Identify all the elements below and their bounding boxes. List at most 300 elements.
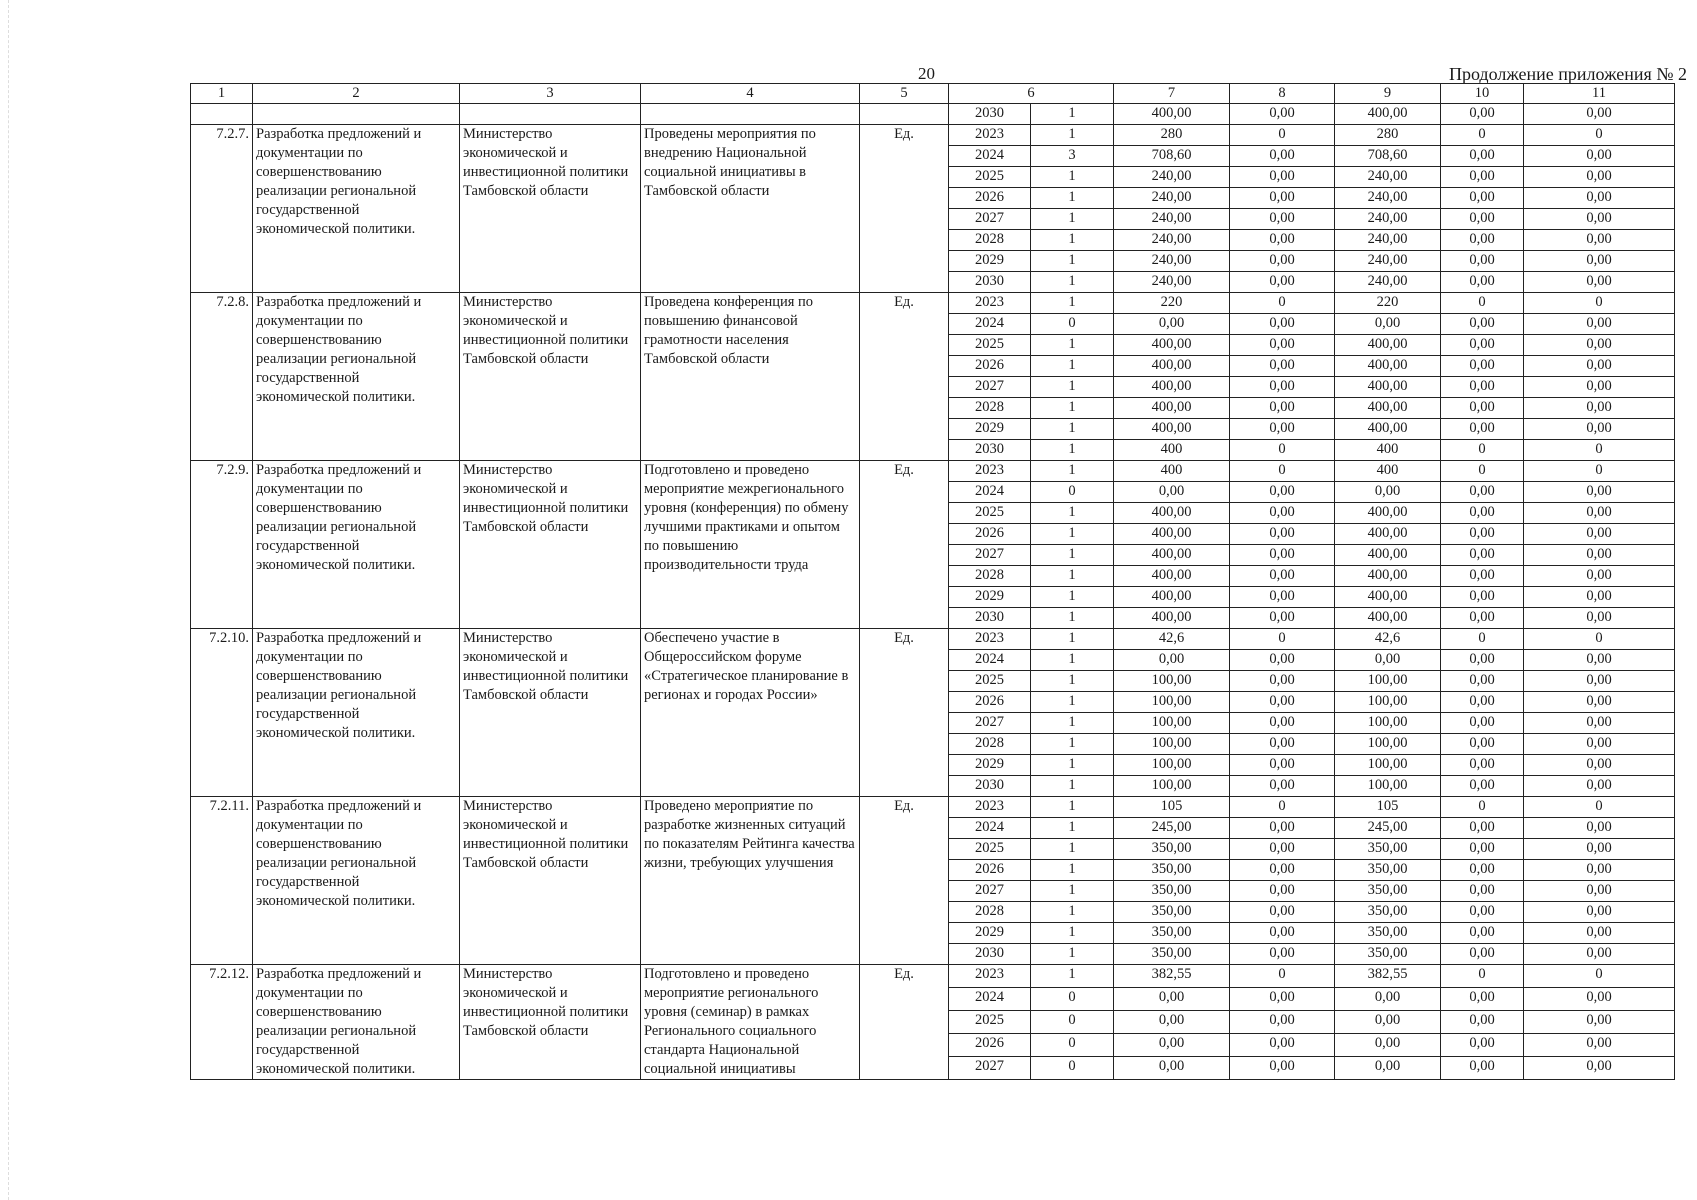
value-cell: 220 <box>1335 293 1441 314</box>
item-unit: Ед. <box>860 965 949 1080</box>
year-cell: 2028 <box>949 734 1031 755</box>
empty-cell <box>191 104 253 125</box>
value-cell: 382,55 <box>1335 965 1441 988</box>
value-cell: 1 <box>1031 440 1114 461</box>
value-cell: 0 <box>1230 629 1335 650</box>
value-cell: 0,00 <box>1230 356 1335 377</box>
table-row <box>191 125 1675 146</box>
value-cell: 400,00 <box>1335 377 1441 398</box>
year-cell: 2030 <box>949 776 1031 797</box>
column-number: 11 <box>1524 84 1675 104</box>
value-cell: 0,00 <box>1441 1057 1524 1080</box>
empty-cell <box>253 104 460 125</box>
value-cell: 1 <box>1031 503 1114 524</box>
value-cell: 400,00 <box>1114 503 1230 524</box>
year-cell: 2024 <box>949 988 1031 1011</box>
year-cell: 2023 <box>949 797 1031 818</box>
value-cell: 0,00 <box>1114 314 1230 335</box>
value-cell: 0,00 <box>1335 314 1441 335</box>
column-number: 7 <box>1114 84 1230 104</box>
table-row <box>191 965 1675 988</box>
value-cell: 0,00 <box>1441 188 1524 209</box>
value-cell: 0 <box>1230 440 1335 461</box>
value-cell: 350,00 <box>1114 839 1230 860</box>
year-cell: 2030 <box>949 440 1031 461</box>
value-cell: 1 <box>1031 755 1114 776</box>
value-cell: 0,00 <box>1230 923 1335 944</box>
value-cell: 0,00 <box>1230 419 1335 440</box>
value-cell: 0,00 <box>1441 944 1524 965</box>
value-cell: 0,00 <box>1524 650 1675 671</box>
value-cell: 1 <box>1031 671 1114 692</box>
item-executor: Министерство экономической и инвестиционной политики Тамбовской области <box>460 125 641 293</box>
table-row <box>191 629 1675 650</box>
value-cell: 280 <box>1335 125 1441 146</box>
year-cell: 2025 <box>949 839 1031 860</box>
value-cell: 0 <box>1441 440 1524 461</box>
value-cell: 0,00 <box>1524 923 1675 944</box>
value-cell: 0,00 <box>1230 944 1335 965</box>
value-cell: 400,00 <box>1114 335 1230 356</box>
value-cell: 0,00 <box>1230 860 1335 881</box>
value-cell: 0,00 <box>1524 419 1675 440</box>
value-cell: 1 <box>1031 587 1114 608</box>
year-cell: 2023 <box>949 125 1031 146</box>
value-cell: 0,00 <box>1230 104 1335 125</box>
value-cell: 240,00 <box>1335 209 1441 230</box>
year-cell: 2026 <box>949 860 1031 881</box>
value-cell: 0,00 <box>1230 209 1335 230</box>
item-number: 7.2.12. <box>191 965 253 1080</box>
value-cell: 400 <box>1114 440 1230 461</box>
value-cell: 0,00 <box>1524 482 1675 503</box>
value-cell: 1 <box>1031 125 1114 146</box>
value-cell: 400,00 <box>1335 608 1441 629</box>
value-cell: 100,00 <box>1335 713 1441 734</box>
value-cell: 0 <box>1031 988 1114 1011</box>
value-cell: 1 <box>1031 608 1114 629</box>
value-cell: 0,00 <box>1441 503 1524 524</box>
value-cell: 350,00 <box>1114 944 1230 965</box>
value-cell: 400 <box>1114 461 1230 482</box>
value-cell: 0,00 <box>1114 988 1230 1011</box>
value-cell: 2030 <box>949 104 1031 125</box>
year-cell: 2024 <box>949 650 1031 671</box>
value-cell: 0,00 <box>1524 713 1675 734</box>
value-cell: 0,00 <box>1230 377 1335 398</box>
value-cell: 240,00 <box>1335 272 1441 293</box>
value-cell: 0 <box>1524 461 1675 482</box>
value-cell: 0,00 <box>1441 377 1524 398</box>
column-number: 5 <box>860 84 949 104</box>
value-cell: 0,00 <box>1524 902 1675 923</box>
value-cell: 245,00 <box>1335 818 1441 839</box>
value-cell: 1 <box>1031 335 1114 356</box>
year-cell: 2030 <box>949 272 1031 293</box>
year-cell: 2027 <box>949 713 1031 734</box>
year-cell: 2025 <box>949 1011 1031 1034</box>
year-cell: 2025 <box>949 671 1031 692</box>
value-cell: 0,00 <box>1524 1057 1675 1080</box>
item-unit: Ед. <box>860 629 949 797</box>
value-cell: 0,00 <box>1524 356 1675 377</box>
value-cell: 0,00 <box>1441 524 1524 545</box>
value-cell: 0,00 <box>1335 482 1441 503</box>
value-cell: 0,00 <box>1441 419 1524 440</box>
value-cell: 1 <box>1031 692 1114 713</box>
value-cell: 0,00 <box>1524 335 1675 356</box>
value-cell: 0 <box>1031 1057 1114 1080</box>
item-result: Обеспечено участие в Общероссийском форуме «Стратегическое планирование в регионах и городах России» <box>641 629 860 797</box>
value-cell: 400,00 <box>1335 356 1441 377</box>
value-cell: 0,00 <box>1441 839 1524 860</box>
value-cell: 708,60 <box>1335 146 1441 167</box>
item-result: Проведено мероприятие по разработке жизненных ситуаций по показателям Рейтинга качества жизни, требующих улучшения <box>641 797 860 965</box>
value-cell: 0 <box>1524 125 1675 146</box>
year-cell: 2024 <box>949 482 1031 503</box>
value-cell: 0,00 <box>1230 1011 1335 1034</box>
value-cell: 100,00 <box>1335 671 1441 692</box>
value-cell: 0,00 <box>1114 1011 1230 1034</box>
value-cell: 0,00 <box>1230 692 1335 713</box>
value-cell: 0,00 <box>1230 230 1335 251</box>
column-number: 3 <box>460 84 641 104</box>
value-cell: 0,00 <box>1524 692 1675 713</box>
value-cell: 0,00 <box>1524 314 1675 335</box>
value-cell: 400,00 <box>1335 104 1441 125</box>
item-name: Разработка предложений и документации по совершенствованию реализации региональной государственной экономической политики. <box>253 965 460 1080</box>
value-cell: 0,00 <box>1524 251 1675 272</box>
value-cell: 0,00 <box>1441 734 1524 755</box>
value-cell: 0,00 <box>1524 671 1675 692</box>
value-cell: 0,00 <box>1230 881 1335 902</box>
item-result: Подготовлено и проведено мероприятие регионального уровня (семинар) в рамках Регионального социального стандарта Национальной социальной инициативы <box>641 965 860 1080</box>
value-cell: 0,00 <box>1441 923 1524 944</box>
value-cell: 350,00 <box>1114 881 1230 902</box>
value-cell: 100,00 <box>1114 755 1230 776</box>
value-cell: 0,00 <box>1441 902 1524 923</box>
value-cell: 0,00 <box>1114 1034 1230 1057</box>
value-cell: 1 <box>1031 545 1114 566</box>
value-cell: 1 <box>1031 272 1114 293</box>
year-cell: 2029 <box>949 251 1031 272</box>
value-cell: 0,00 <box>1441 692 1524 713</box>
value-cell: 708,60 <box>1114 146 1230 167</box>
empty-cell <box>460 104 641 125</box>
value-cell: 0 <box>1230 965 1335 988</box>
value-cell: 0 <box>1230 797 1335 818</box>
value-cell: 0 <box>1441 965 1524 988</box>
value-cell: 0,00 <box>1441 272 1524 293</box>
year-cell: 2025 <box>949 167 1031 188</box>
item-unit: Ед. <box>860 125 949 293</box>
value-cell: 0,00 <box>1441 167 1524 188</box>
value-cell: 400,00 <box>1335 419 1441 440</box>
value-cell: 0,00 <box>1441 755 1524 776</box>
value-cell: 0,00 <box>1441 398 1524 419</box>
value-cell: 0,00 <box>1441 251 1524 272</box>
value-cell: 400,00 <box>1114 545 1230 566</box>
value-cell: 100,00 <box>1335 776 1441 797</box>
value-cell: 0,00 <box>1230 734 1335 755</box>
value-cell: 0,00 <box>1230 146 1335 167</box>
value-cell: 0,00 <box>1524 545 1675 566</box>
value-cell: 1 <box>1031 293 1114 314</box>
value-cell: 0 <box>1230 125 1335 146</box>
value-cell: 240,00 <box>1114 167 1230 188</box>
column-number: 9 <box>1335 84 1441 104</box>
value-cell: 0,00 <box>1230 671 1335 692</box>
value-cell: 0 <box>1230 461 1335 482</box>
value-cell: 1 <box>1031 650 1114 671</box>
value-cell: 1 <box>1031 419 1114 440</box>
year-cell: 2026 <box>949 524 1031 545</box>
value-cell: 0,00 <box>1335 988 1441 1011</box>
value-cell: 0,00 <box>1524 608 1675 629</box>
value-cell: 400,00 <box>1114 587 1230 608</box>
item-executor: Министерство экономической и инвестиционной политики Тамбовской области <box>460 797 641 965</box>
value-cell: 0 <box>1441 797 1524 818</box>
value-cell: 0,00 <box>1441 587 1524 608</box>
column-number: 6 <box>949 84 1114 104</box>
value-cell: 0,00 <box>1230 650 1335 671</box>
value-cell: 0,00 <box>1524 104 1675 125</box>
value-cell: 0,00 <box>1441 671 1524 692</box>
item-unit: Ед. <box>860 293 949 461</box>
value-cell: 0,00 <box>1230 1057 1335 1080</box>
year-cell: 2027 <box>949 545 1031 566</box>
value-cell: 0,00 <box>1524 566 1675 587</box>
value-cell: 245,00 <box>1114 818 1230 839</box>
year-cell: 2027 <box>949 377 1031 398</box>
value-cell: 350,00 <box>1114 860 1230 881</box>
value-cell: 400,00 <box>1114 524 1230 545</box>
value-cell: 400,00 <box>1114 566 1230 587</box>
value-cell: 0,00 <box>1441 482 1524 503</box>
value-cell: 0,00 <box>1230 776 1335 797</box>
value-cell: 0,00 <box>1230 314 1335 335</box>
value-cell: 0,00 <box>1441 314 1524 335</box>
value-cell: 400,00 <box>1335 398 1441 419</box>
value-cell: 0 <box>1524 440 1675 461</box>
value-cell: 0,00 <box>1524 188 1675 209</box>
value-cell: 400,00 <box>1335 566 1441 587</box>
value-cell: 240,00 <box>1335 251 1441 272</box>
value-cell: 0,00 <box>1441 1034 1524 1057</box>
value-cell: 0,00 <box>1441 650 1524 671</box>
item-number: 7.2.11. <box>191 797 253 965</box>
year-cell: 2029 <box>949 755 1031 776</box>
column-number: 8 <box>1230 84 1335 104</box>
value-cell: 400,00 <box>1114 608 1230 629</box>
value-cell: 0,00 <box>1524 755 1675 776</box>
item-name: Разработка предложений и документации по совершенствованию реализации региональной государственной экономической политики. <box>253 293 460 461</box>
value-cell: 400,00 <box>1335 587 1441 608</box>
value-cell: 0,00 <box>1230 902 1335 923</box>
item-executor: Министерство экономической и инвестиционной политики Тамбовской области <box>460 461 641 629</box>
value-cell: 400 <box>1335 440 1441 461</box>
value-cell: 0,00 <box>1230 566 1335 587</box>
table-row <box>191 797 1675 818</box>
carryover-row <box>191 104 1675 125</box>
value-cell: 0,00 <box>1335 1011 1441 1034</box>
empty-cell <box>641 104 860 125</box>
value-cell: 1 <box>1031 398 1114 419</box>
value-cell: 240,00 <box>1114 251 1230 272</box>
value-cell: 1 <box>1031 566 1114 587</box>
table-row <box>191 461 1675 482</box>
value-cell: 0,00 <box>1441 545 1524 566</box>
item-unit: Ед. <box>860 797 949 965</box>
item-name: Разработка предложений и документации по совершенствованию реализации региональной государственной экономической политики. <box>253 629 460 797</box>
value-cell: 100,00 <box>1114 776 1230 797</box>
value-cell: 0,00 <box>1230 167 1335 188</box>
year-cell: 2028 <box>949 230 1031 251</box>
year-cell: 2028 <box>949 566 1031 587</box>
value-cell: 105 <box>1114 797 1230 818</box>
value-cell: 0 <box>1524 293 1675 314</box>
value-cell: 0,00 <box>1441 988 1524 1011</box>
item-number: 7.2.9. <box>191 461 253 629</box>
year-cell: 2023 <box>949 629 1031 650</box>
value-cell: 0,00 <box>1524 776 1675 797</box>
value-cell: 0 <box>1524 797 1675 818</box>
value-cell: 100,00 <box>1114 671 1230 692</box>
value-cell: 400,00 <box>1114 398 1230 419</box>
value-cell: 0,00 <box>1230 988 1335 1011</box>
year-cell: 2027 <box>949 1057 1031 1080</box>
value-cell: 0,00 <box>1441 356 1524 377</box>
value-cell: 0,00 <box>1524 944 1675 965</box>
year-cell: 2027 <box>949 209 1031 230</box>
year-cell: 2025 <box>949 503 1031 524</box>
value-cell: 0,00 <box>1335 650 1441 671</box>
value-cell: 1 <box>1031 776 1114 797</box>
value-cell: 100,00 <box>1335 734 1441 755</box>
value-cell: 0,00 <box>1524 818 1675 839</box>
value-cell: 350,00 <box>1114 923 1230 944</box>
value-cell: 382,55 <box>1114 965 1230 988</box>
value-cell: 3 <box>1031 146 1114 167</box>
value-cell: 42,6 <box>1335 629 1441 650</box>
value-cell: 0,00 <box>1524 230 1675 251</box>
column-number-row <box>191 84 1675 104</box>
value-cell: 0 <box>1441 125 1524 146</box>
value-cell: 100,00 <box>1114 734 1230 755</box>
value-cell: 0,00 <box>1524 860 1675 881</box>
column-number: 10 <box>1441 84 1524 104</box>
value-cell: 0,00 <box>1230 587 1335 608</box>
value-cell: 400,00 <box>1114 104 1230 125</box>
value-cell: 0,00 <box>1230 272 1335 293</box>
value-cell: 240,00 <box>1335 230 1441 251</box>
value-cell: 400,00 <box>1114 377 1230 398</box>
value-cell: 0,00 <box>1524 734 1675 755</box>
value-cell: 0,00 <box>1230 335 1335 356</box>
year-cell: 2029 <box>949 923 1031 944</box>
value-cell: 0,00 <box>1230 503 1335 524</box>
value-cell: 0,00 <box>1524 503 1675 524</box>
column-number: 2 <box>253 84 460 104</box>
year-cell: 2026 <box>949 188 1031 209</box>
value-cell: 0,00 <box>1335 1034 1441 1057</box>
value-cell: 100,00 <box>1114 692 1230 713</box>
item-number: 7.2.8. <box>191 293 253 461</box>
value-cell: 0,00 <box>1441 860 1524 881</box>
value-cell: 0,00 <box>1524 988 1675 1011</box>
year-cell: 2029 <box>949 419 1031 440</box>
item-result: Проведена конференция по повышению финансовой грамотности населения Тамбовской области <box>641 293 860 461</box>
appendix-table <box>190 83 1675 1080</box>
value-cell: 0,00 <box>1524 881 1675 902</box>
value-cell: 1 <box>1031 167 1114 188</box>
value-cell: 400,00 <box>1114 419 1230 440</box>
year-cell: 2024 <box>949 818 1031 839</box>
value-cell: 0,00 <box>1230 839 1335 860</box>
page-number: 20 <box>918 64 935 83</box>
year-cell: 2024 <box>949 146 1031 167</box>
value-cell: 42,6 <box>1114 629 1230 650</box>
value-cell: 0,00 <box>1441 776 1524 797</box>
value-cell: 220 <box>1114 293 1230 314</box>
year-cell: 2024 <box>949 314 1031 335</box>
year-cell: 2029 <box>949 587 1031 608</box>
year-cell: 2023 <box>949 293 1031 314</box>
value-cell: 0,00 <box>1114 1057 1230 1080</box>
year-cell: 2023 <box>949 461 1031 482</box>
item-unit: Ед. <box>860 461 949 629</box>
value-cell: 0,00 <box>1230 755 1335 776</box>
year-cell: 2027 <box>949 881 1031 902</box>
value-cell: 1 <box>1031 188 1114 209</box>
item-executor: Министерство экономической и инвестиционной политики Тамбовской области <box>460 965 641 1080</box>
value-cell: 240,00 <box>1114 272 1230 293</box>
value-cell: 0,00 <box>1441 713 1524 734</box>
value-cell: 0,00 <box>1441 209 1524 230</box>
value-cell: 0,00 <box>1114 650 1230 671</box>
value-cell: 240,00 <box>1114 188 1230 209</box>
page-edge-mark <box>8 0 10 1200</box>
value-cell: 350,00 <box>1335 839 1441 860</box>
year-cell: 2023 <box>949 965 1031 988</box>
value-cell: 0 <box>1031 1034 1114 1057</box>
value-cell: 1 <box>1031 377 1114 398</box>
year-cell: 2026 <box>949 692 1031 713</box>
value-cell: 0,00 <box>1441 608 1524 629</box>
value-cell: 0,00 <box>1524 272 1675 293</box>
item-number: 7.2.7. <box>191 125 253 293</box>
value-cell: 1 <box>1031 251 1114 272</box>
year-cell: 2028 <box>949 398 1031 419</box>
value-cell: 0,00 <box>1230 713 1335 734</box>
value-cell: 350,00 <box>1114 902 1230 923</box>
value-cell: 100,00 <box>1335 692 1441 713</box>
value-cell: 0,00 <box>1524 209 1675 230</box>
item-name: Разработка предложений и документации по совершенствованию реализации региональной государственной экономической политики. <box>253 461 460 629</box>
value-cell: 0,00 <box>1335 1057 1441 1080</box>
value-cell: 0,00 <box>1441 1011 1524 1034</box>
value-cell: 0 <box>1031 314 1114 335</box>
value-cell: 400,00 <box>1335 524 1441 545</box>
value-cell: 105 <box>1335 797 1441 818</box>
value-cell: 240,00 <box>1335 167 1441 188</box>
item-name: Разработка предложений и документации по совершенствованию реализации региональной государственной экономической политики. <box>253 125 460 293</box>
value-cell: 280 <box>1114 125 1230 146</box>
value-cell: 350,00 <box>1335 923 1441 944</box>
value-cell: 100,00 <box>1114 713 1230 734</box>
value-cell: 0 <box>1524 629 1675 650</box>
value-cell: 400,00 <box>1335 335 1441 356</box>
